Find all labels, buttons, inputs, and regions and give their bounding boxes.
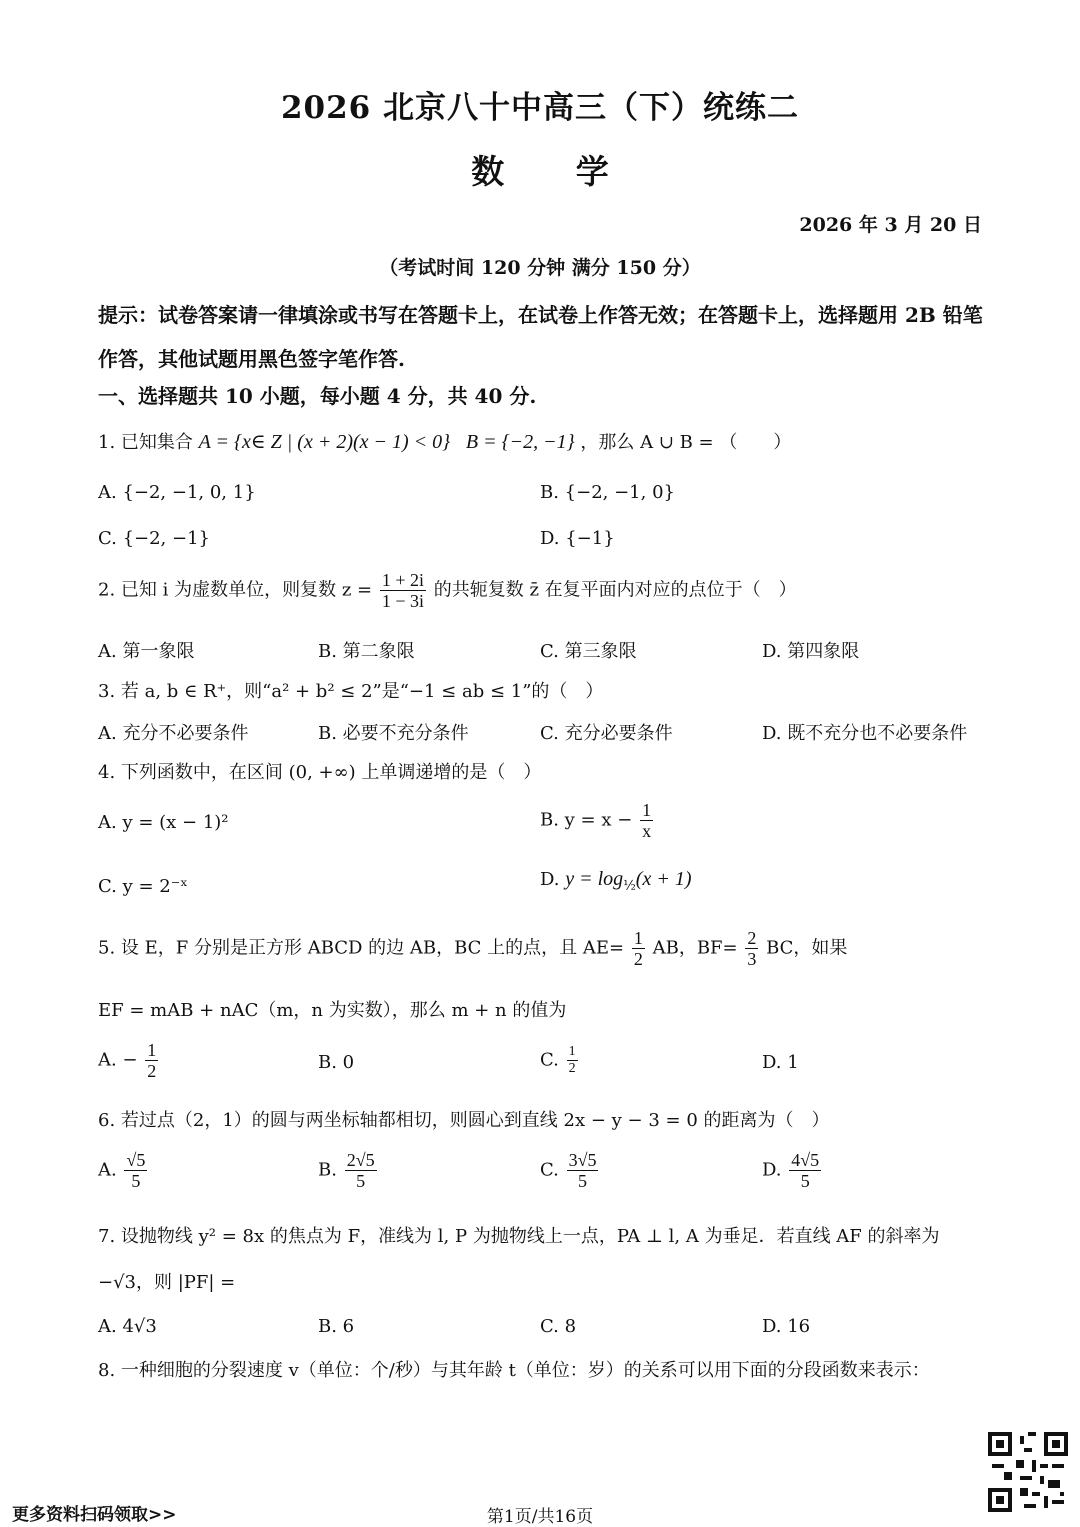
question-8: 8. 一种细胞的分裂速度 v（单位：个/秒）与其年龄 t（单位：岁）的关系可以用下面的分段函数来表示： xyxy=(98,1360,930,1381)
q2-option-d: D. 第四象限 xyxy=(762,641,860,662)
q5-c-num: 1 xyxy=(568,1044,576,1059)
q6-a-label: A. xyxy=(98,1159,117,1181)
q2-frac-den: 1 − 3i xyxy=(381,591,424,611)
exam-title: 2026 北京八十中高三（下）统练二 xyxy=(280,90,800,126)
q2-suffix: 的共轭复数 z̄ 在复平面内对应的点位于（ ） xyxy=(433,579,797,601)
q3-option-b: B. 必要不充分条件 xyxy=(318,723,469,744)
q5-bf-num: 2 xyxy=(747,928,757,948)
q6-d-num: 4√5 xyxy=(791,1150,820,1170)
q4-option-c: C. y = 2⁻ˣ xyxy=(98,876,188,897)
q4-d-base: ½ xyxy=(623,878,636,894)
q2-option-c: C. 第三象限 xyxy=(540,641,637,662)
q5-c-prefix: C. xyxy=(540,1049,559,1071)
question-4: 4. 下列函数中，在区间 (0, +∞) 上单调递增的是（ ） xyxy=(98,762,542,783)
subject-title: 数 学 xyxy=(471,152,609,191)
q5-c-fraction xyxy=(567,1044,578,1077)
q4-d-prefix: D. xyxy=(540,869,560,890)
q6-option-a xyxy=(98,1150,149,1191)
q5-ae-fraction xyxy=(632,928,645,969)
q2-frac-num: 1 + 2i xyxy=(381,570,424,590)
q3-option-d: D. 既不充分也不必要条件 xyxy=(762,723,968,744)
exam-hint: 提示：试卷答案请一律填涂或书写在答题卡上，在试卷上作答无效；在答题卡上，选择题用 2B 铅笔作答，其他试题用黑色签字笔作答. xyxy=(98,303,983,371)
q6-c-num: 3√5 xyxy=(568,1150,597,1170)
q6-b-num: 2√5 xyxy=(346,1150,375,1170)
q6-a-fraction xyxy=(124,1150,147,1191)
q6-c-label: C. xyxy=(540,1159,559,1181)
question-3: 3. 若 a, b ∈ R⁺，则“a² + b² ≤ 2”是“−1 ≤ ab ≤ 1”的（ ） xyxy=(98,681,604,702)
q5-a-den: 2 xyxy=(147,1061,157,1081)
question-7: 7. 设抛物线 y² = 8x 的焦点为 F，准线为 l, P 为抛物线上一点，PA ⊥ l, A 为垂足．若直线 AF 的斜率为 xyxy=(98,1226,940,1247)
q2-prefix: 2. 已知 i 为虚数单位，则复数 z = xyxy=(98,579,373,601)
q4-d-arg: (x + 1) xyxy=(635,868,692,890)
q4-option-a: A. y = (x − 1)² xyxy=(98,812,229,833)
q6-a-num: √5 xyxy=(126,1150,146,1170)
q5-stem-suffix: BC，如果 xyxy=(766,937,848,959)
q1-set-a: A = {x∈ Z | (x + 2)(x − 1) < 0} xyxy=(198,431,451,453)
q1-option-d: D. {−1} xyxy=(540,528,615,549)
q2-option-a: A. 第一象限 xyxy=(98,641,195,662)
q5-option-a xyxy=(98,1040,160,1081)
q5-c-den: 2 xyxy=(568,1061,576,1076)
q7-option-c: C. 8 xyxy=(540,1316,577,1337)
q5-ae-num: 1 xyxy=(633,928,643,948)
q5-mid: AB，BF= xyxy=(652,937,738,959)
q6-b-den: 5 xyxy=(356,1171,366,1191)
q1-set-b: B = {−2, −1} xyxy=(465,431,575,453)
q1-option-a: A. {−2, −1, 0, 1} xyxy=(98,482,256,503)
q1-option-b: B. {−2, −1, 0} xyxy=(540,482,675,503)
q5-stem-prefix: 5. 设 E，F 分别是正方形 ABCD 的边 AB，BC 上的点，且 AE= xyxy=(98,937,625,959)
q7-line-2: −√3，则 |PF| = xyxy=(98,1272,236,1293)
q2-option-b: B. 第二象限 xyxy=(318,641,415,662)
q4-b-num: 1 xyxy=(642,800,652,820)
q6-a-den: 5 xyxy=(131,1171,141,1191)
q4-b-prefix: B. y = x − xyxy=(540,809,633,831)
q6-option-c xyxy=(540,1150,600,1191)
q5-ae-den: 2 xyxy=(633,949,643,969)
exam-info: （考试时间 120 分钟 满分 150 分） xyxy=(379,257,701,279)
q5-a-num: 1 xyxy=(147,1040,157,1060)
exam-date: 2026 年 3 月 20 日 xyxy=(799,214,982,236)
q4-d-expr: y = log xyxy=(565,868,624,890)
q5-line-2: EF = mAB + nAC（m，n 为实数），那么 m + n 的值为 xyxy=(98,1000,567,1021)
q3-option-a: A. 充分不必要条件 xyxy=(98,723,249,744)
q7-option-d: D. 16 xyxy=(762,1316,811,1337)
q2-fraction xyxy=(380,570,426,611)
footer-promo-link[interactable]: 更多资料扫码领取>> xyxy=(12,1505,177,1525)
q1-suffix: ，那么 A ∪ B = （ ） xyxy=(580,432,792,453)
q7-option-b: B. 6 xyxy=(318,1316,355,1337)
q4-b-fraction xyxy=(640,800,653,841)
q5-option-b: B. 0 xyxy=(318,1052,355,1073)
q6-c-den: 5 xyxy=(578,1171,588,1191)
q7-option-a: A. 4√3 xyxy=(98,1316,157,1337)
question-5 xyxy=(98,928,847,969)
q3-option-c: C. 充分必要条件 xyxy=(540,723,673,744)
q5-bf-den: 3 xyxy=(747,949,757,969)
section-heading: 一、选择题共 10 小题，每小题 4 分，共 40 分. xyxy=(98,384,537,408)
q4-b-den: x xyxy=(642,821,652,841)
page-number: 第1页/共16页 xyxy=(486,1507,594,1527)
q6-d-label: D. xyxy=(762,1159,782,1181)
q6-option-d xyxy=(762,1150,823,1191)
question-2 xyxy=(98,570,797,611)
q6-c-fraction xyxy=(567,1150,599,1191)
q6-d-den: 5 xyxy=(800,1171,810,1191)
q4-option-d xyxy=(540,868,692,894)
q6-b-fraction xyxy=(345,1150,377,1191)
q5-a-fraction xyxy=(145,1040,158,1081)
q1-prefix: 1. 已知集合 xyxy=(98,432,193,453)
question-6: 6. 若过点（2，1）的圆与两坐标轴都相切，则圆心到直线 2x − y − 3 = 0 的距离为（ ） xyxy=(98,1110,830,1131)
q5-a-prefix: A. − xyxy=(98,1049,138,1071)
q5-bf-fraction xyxy=(745,928,758,969)
q5-option-d: D. 1 xyxy=(762,1052,799,1073)
q1-option-c: C. {−2, −1} xyxy=(98,528,210,549)
question-1 xyxy=(98,428,791,454)
q4-option-b xyxy=(540,800,655,841)
q6-b-label: B. xyxy=(318,1159,337,1181)
q5-option-c xyxy=(540,1044,580,1077)
q6-d-fraction xyxy=(789,1150,821,1191)
qr-code-icon[interactable] xyxy=(988,1432,1068,1512)
q6-option-b xyxy=(318,1150,379,1191)
